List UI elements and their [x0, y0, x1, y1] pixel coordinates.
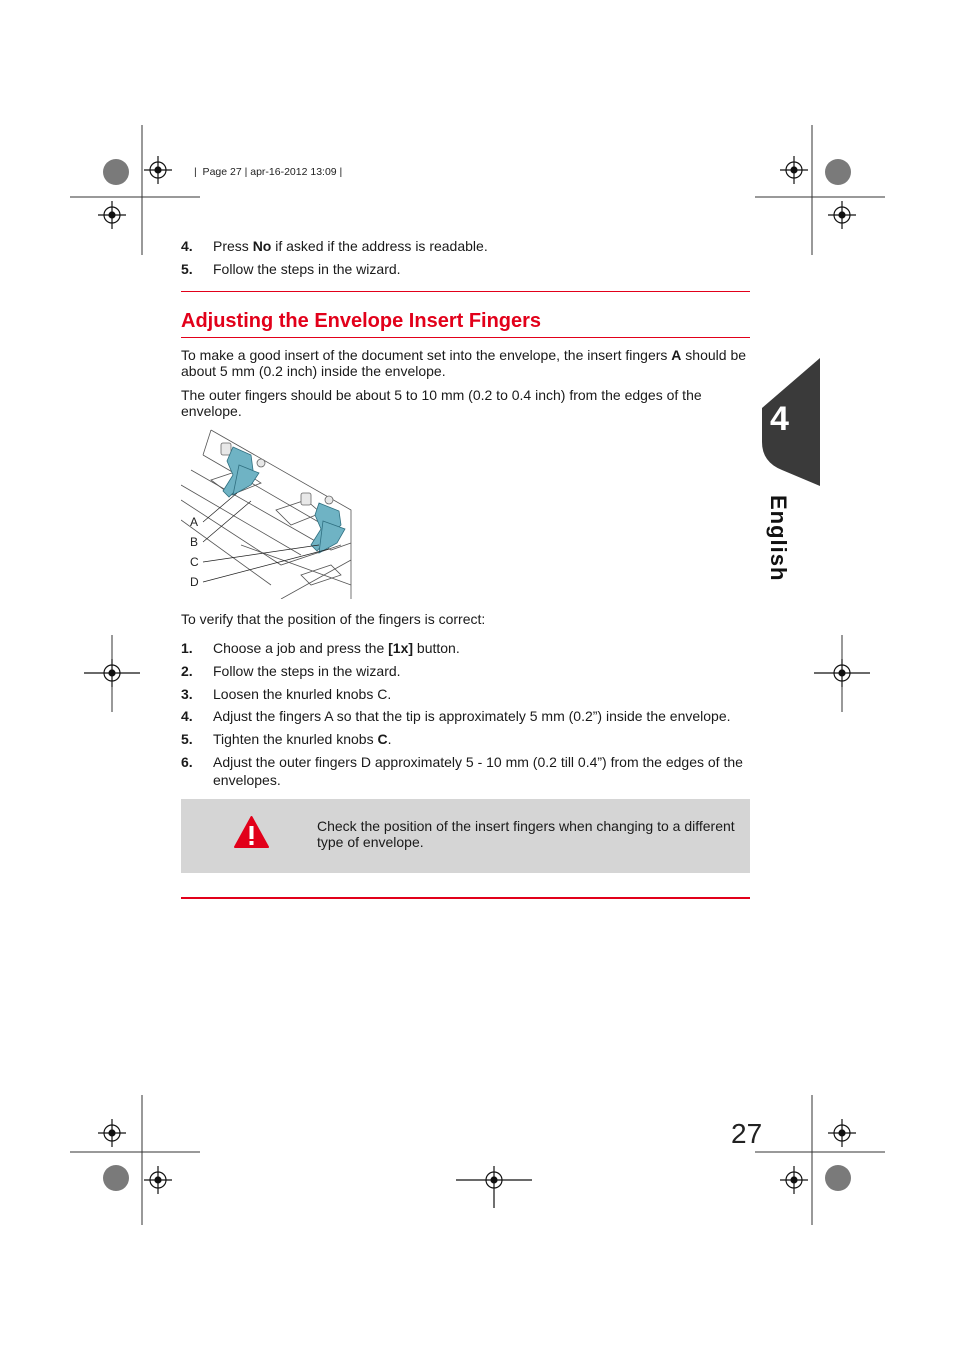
- chapter-number: 4: [770, 400, 789, 438]
- figure-label-b: B: [190, 535, 199, 549]
- warning-icon: [233, 815, 270, 849]
- figure-label-c: C: [190, 555, 199, 569]
- section-divider: [181, 291, 750, 292]
- figure-label-d: D: [190, 575, 199, 589]
- figure-label-a: A: [190, 515, 199, 529]
- insert-fingers-illustration: [181, 425, 353, 599]
- language-label: English: [766, 495, 791, 582]
- intro-paragraph: To make a good insert of the document set into the envelope, the insert fingers A should be about 5 mm (0.2 inch) inside the envelope.: [181, 347, 747, 379]
- outer-fingers-paragraph: The outer fingers should be about 5 to 10 mm (0.2 to 0.4 inch) from the edges of the envelope.: [181, 387, 702, 419]
- bottom-divider: [181, 897, 750, 899]
- print-stamp: | Page 27 | apr-16-2012 13:09 |: [194, 166, 343, 178]
- section-title: Adjusting the Envelope Insert Fingers: [181, 310, 542, 332]
- warning-text: Check the position of the insert fingers when changing to a different type of envelope.: [317, 818, 735, 850]
- page-number: 27: [731, 1118, 763, 1149]
- title-underline: [181, 337, 750, 338]
- verify-paragraph: To verify that the position of the fingers is correct:: [181, 611, 486, 627]
